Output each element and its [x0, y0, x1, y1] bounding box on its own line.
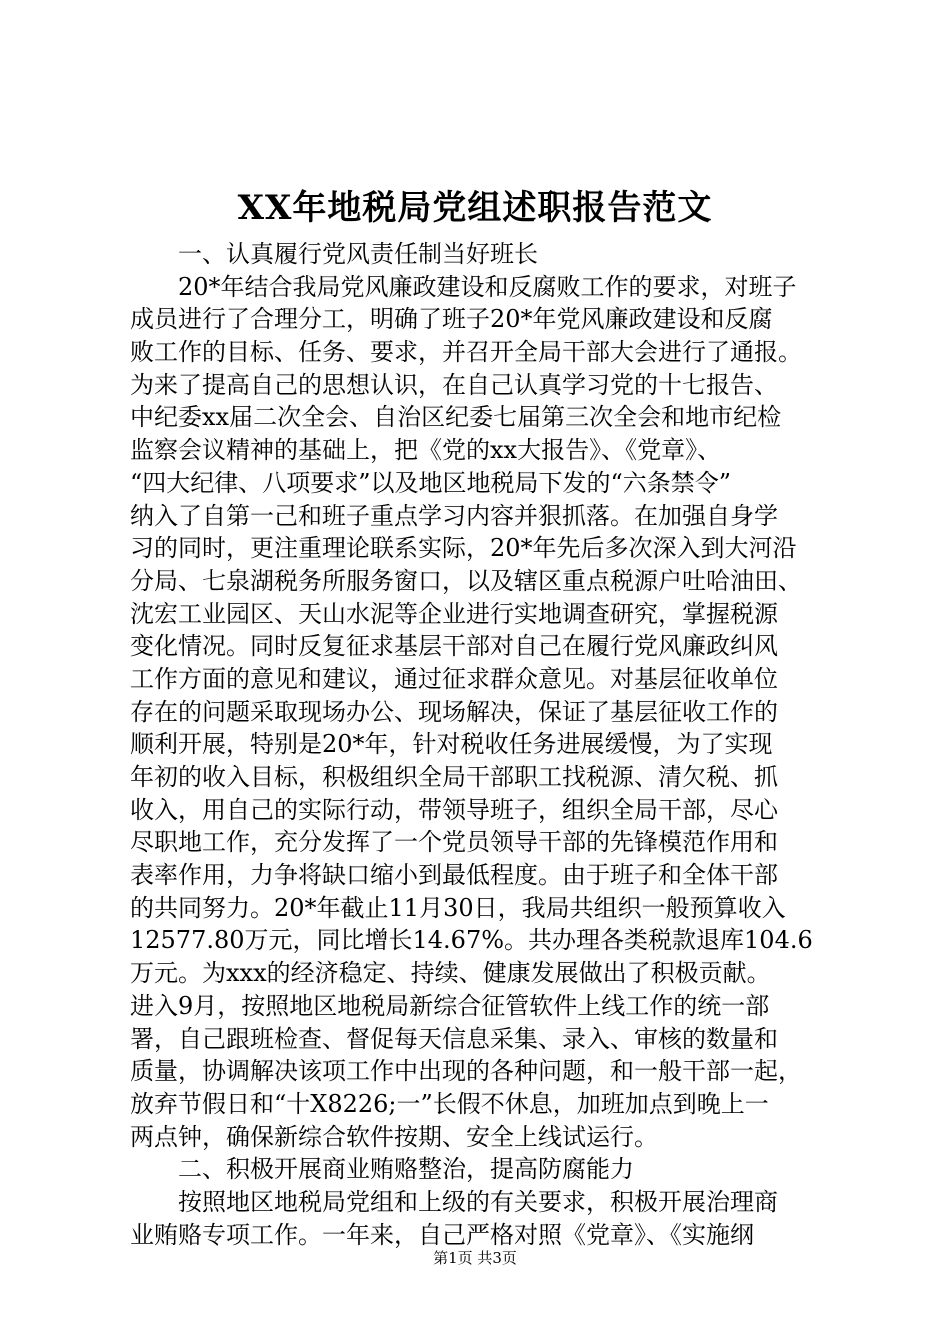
paragraph-line: 习的同时，更注重理论联系实际，20*年先后多次深入到大河沿 — [130, 534, 797, 563]
paragraph-line: 分局、七泉湖税务所服务窗口，以及辖区重点税源户吐哈油田、 — [130, 566, 802, 595]
paragraph-line: 20*年结合我局党风廉政建设和反腐败工作的要求，对班子 — [178, 272, 797, 301]
paragraph-line: 12577.80万元，同比增长14.67%。共办理各类税款退库104.6 — [130, 926, 813, 955]
paragraph-line: 顺利开展，特别是20*年，针对税收任务进展缓慢，为了实现 — [130, 730, 773, 759]
paragraph-line: 败工作的目标、任务、要求，并召开全局干部大会进行了通报。 — [130, 338, 802, 367]
paragraph-line: 万元。为xxx的经济稳定、持续、健康发展做出了积极贡献。 — [130, 959, 771, 988]
paragraph-line: 成员进行了合理分工，明确了班子20*年党风廉政建设和反腐 — [130, 305, 773, 334]
paragraph-line: 放弃节假日和“十X8226;一”长假不休息，加班加点到晚上一 — [130, 1089, 769, 1118]
paragraph-line: 进入9月，按照地区地税局新综合征管软件上线工作的统一部 — [130, 991, 770, 1020]
page-footer: 第1页 共3页 — [433, 1249, 517, 1267]
document-title: XX年地税局党组述职报告范文 — [237, 188, 713, 228]
section-heading-1: 一、认真履行党风责任制当好班长 — [178, 240, 538, 268]
paragraph-line: 中纪委xx届二次全会、自治区纪委七届第三次全会和地市纪检 — [130, 403, 782, 432]
paragraph-line: 沈宏工业园区、天山水泥等企业进行实地调查研究，掌握税源 — [130, 599, 778, 628]
section-heading-2: 二、积极开展商业贿赂整治，提高防腐能力 — [178, 1155, 634, 1184]
paragraph-line: 收入，用自己的实际行动，带领导班子，组织全局干部，尽心 — [130, 795, 778, 824]
paragraph-line: 尽职地工作，充分发挥了一个党员领导干部的先锋模范作用和 — [130, 828, 778, 857]
paragraph-line: 存在的问题采取现场办公、现场解决，保证了基层征收工作的 — [130, 697, 778, 726]
paragraph-line: 两点钟，确保新综合软件按期、安全上线试运行。 — [130, 1122, 658, 1151]
paragraph-line: 署，自己跟班检查、督促每天信息采集、录入、审核的数量和 — [130, 1024, 778, 1053]
paragraph-line: 的共同努力。20*年截止11月30日，我局共组织一般预算收入 — [130, 893, 786, 922]
paragraph-line: 表率作用，力争将缺口缩小到最低程度。由于班子和全体干部 — [130, 861, 778, 890]
paragraph-line: 质量，协调解决该项工作中出现的各种问题，和一般干部一起， — [130, 1057, 802, 1086]
document-body — [130, 238, 830, 1251]
paragraph-line: 业贿赂专项工作。一年来，自己严格对照《党章》、《实施纲 — [130, 1220, 754, 1249]
paragraph-line: 年初的收入目标，积极组织全局干部职工找税源、清欠税、抓 — [130, 763, 778, 791]
paragraph-line: 纳入了自第一己和班子重点学习内容并狠抓落。在加强自身学 — [130, 501, 778, 530]
paragraph-line: 监察会议精神的基础上，把《党的xx大报告》、《党章》、 — [130, 436, 722, 465]
paragraph-line: 为来了提高自己的思想认识，在自己认真学习党的十七报告、 — [130, 370, 778, 399]
paragraph-line: 变化情况。同时反复征求基层干部对自己在履行党风廉政纠风 — [130, 632, 778, 661]
paragraph-line: 工作方面的意见和建议，通过征求群众意见。对基层征收单位 — [130, 664, 778, 693]
paragraph-line: “四大纪律、八项要求”以及地区地税局下发的“六条禁令” — [130, 468, 732, 497]
paragraph-line: 按照地区地税局党组和上级的有关要求，积极开展治理商 — [178, 1187, 778, 1216]
